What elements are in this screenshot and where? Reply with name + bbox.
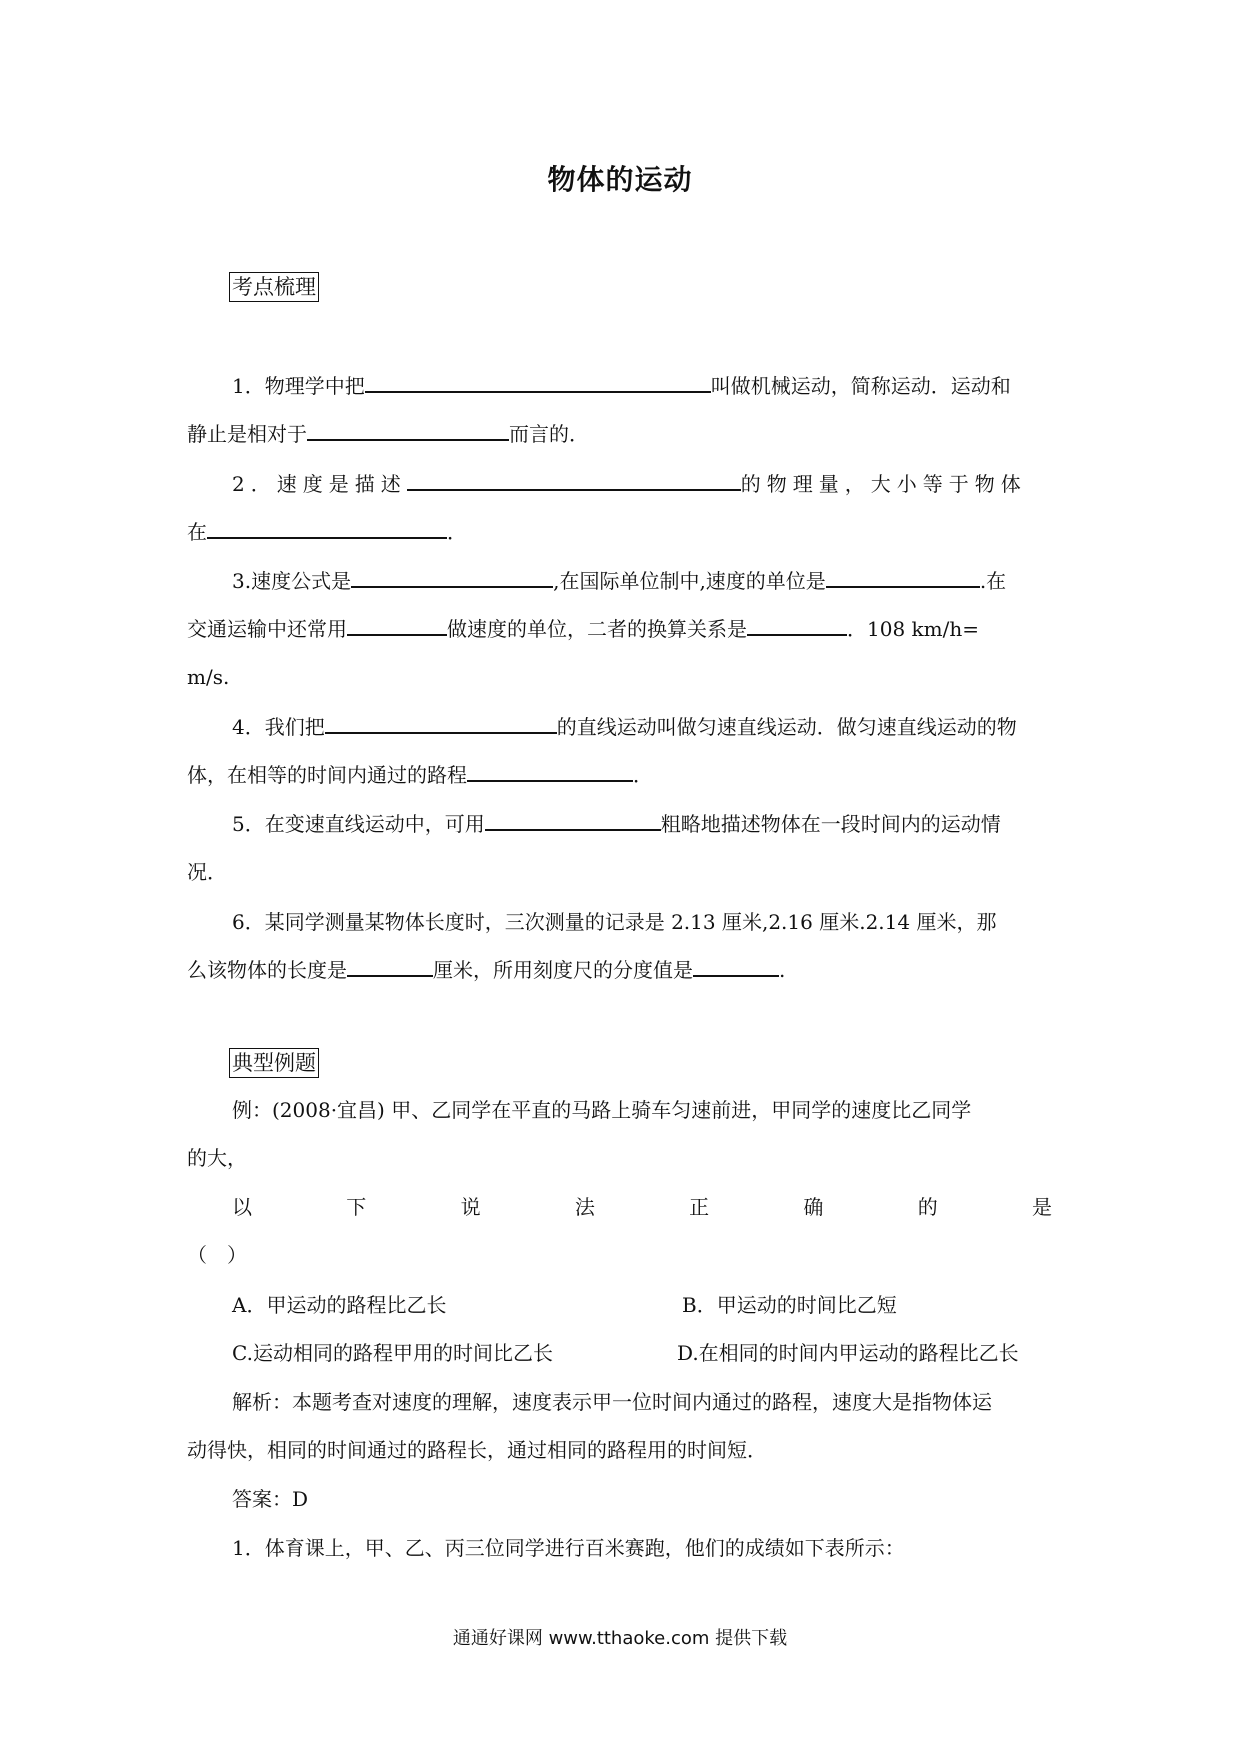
analysis-line-2: 动得快，相同的时间通过的路程长，通过相同的路程用的时间短．: [187, 1438, 767, 1462]
example-answer-paren: （ ）: [187, 1243, 247, 1267]
question-3-line-1: 3.速度公式是 ,在国际单位制中,速度的单位是 .在: [232, 566, 1052, 596]
answer-blank[interactable]: [485, 809, 661, 831]
example-answer: 答案：D: [232, 1487, 309, 1511]
page-title: 物体的运动: [547, 163, 693, 196]
answer-blank[interactable]: [365, 371, 711, 393]
question-6-line-1: 6．某同学测量某物体长度时，三次测量的记录是 2.13 厘米,2.16 厘米.2.14 厘米，那: [232, 910, 997, 934]
section-heading-typical-examples: 典型例题: [229, 1048, 319, 1078]
answer-blank[interactable]: [347, 955, 433, 977]
question-4-line-1: 4．我们把 的直线运动叫做匀速直线运动．做匀速直线运动的物: [232, 712, 1052, 742]
question-3-line-2: 交通运输中还常用 做速度的单位，二者的换算关系是 ．108 km/h=: [187, 614, 1053, 644]
option-b: B．甲运动的时间比乙短: [682, 1293, 897, 1317]
practice-question-1: 1．体育课上，甲、乙、丙三位同学进行百米赛跑，他们的成绩如下表所示：: [232, 1536, 905, 1560]
analysis-line-1: 解析：本题考查对速度的理解，速度表示甲一位时间内通过的路程，速度大是指物体运: [232, 1390, 992, 1414]
answer-blank[interactable]: [693, 955, 779, 977]
question-1-line-1: 1．物理学中把 叫做机械运动，简称运动．运动和: [232, 371, 1052, 401]
question-5-line-2: 况．: [187, 860, 227, 884]
option-c: C.运动相同的路程甲用的时间比乙长: [232, 1341, 553, 1365]
question-2-line-2: 在 ．: [187, 517, 1053, 547]
question-3-line-3: m/s.: [187, 665, 230, 689]
answer-blank[interactable]: [351, 566, 553, 588]
option-d: D.在相同的时间内甲运动的路程比乙长: [677, 1341, 1019, 1365]
example-line-1: 例：(2008·宜昌) 甲、乙同学在平直的马路上骑车匀速前进，甲同学的速度比乙同学: [232, 1098, 972, 1122]
answer-blank[interactable]: [467, 760, 633, 782]
answer-blank[interactable]: [747, 614, 847, 636]
option-a: A．甲运动的路程比乙长: [232, 1293, 447, 1317]
answer-blank[interactable]: [325, 712, 557, 734]
answer-blank[interactable]: [347, 614, 447, 636]
question-4-line-2: 体，在相等的时间内通过的路程 ．: [187, 760, 1053, 790]
section-heading-key-points: 考点梳理: [229, 272, 319, 302]
example-line-2: 的大，: [187, 1146, 247, 1170]
answer-blank[interactable]: [207, 517, 447, 539]
answer-blank[interactable]: [407, 469, 741, 491]
question-6-line-2: 么该物体的长度是 厘米，所用刻度尺的分度值是 .: [187, 955, 1053, 985]
question-1-line-2: 静止是相对于 而言的．: [187, 419, 1053, 449]
question-2-line-1: 2．速度是描述 的物理量，大小等于物体: [232, 469, 1052, 499]
answer-blank[interactable]: [307, 419, 509, 441]
question-5-line-1: 5．在变速直线运动中，可用 粗略地描述物体在一段时间内的运动情: [232, 809, 1052, 839]
answer-blank[interactable]: [826, 566, 980, 588]
example-spread-line: 以 下 说 法 正 确 的 是: [232, 1195, 1052, 1219]
page-footer: 通通好课网 www.tthaoke.com 提供下载: [452, 1628, 788, 1649]
